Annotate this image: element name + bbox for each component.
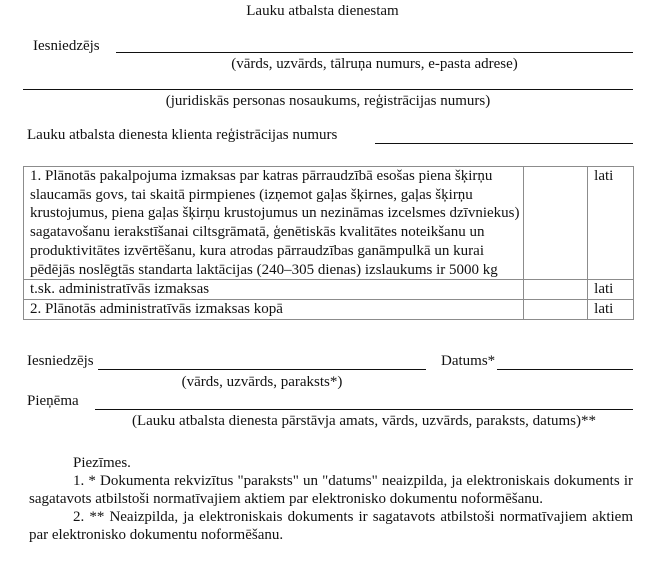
- notes-heading: Piezīmes.: [73, 455, 131, 471]
- row-value-cell[interactable]: [523, 280, 587, 300]
- row-description: t.sk. administratīvās izmaksas: [24, 280, 524, 300]
- row-description: 2. Plānotās administratīvās izmaksas kopā: [24, 299, 524, 319]
- note-item: 1. * Dokumenta rekvizītus "paraksts" un "datums" neaizpilda, ja elektroniskais dokuments ir sagatavots atbilstoši normatīvajiem aktiem par elektronisko dokumentu noformēšanu.: [29, 473, 633, 507]
- table-row: [24, 280, 634, 300]
- client-reg-field[interactable]: [375, 143, 633, 144]
- accepted-field[interactable]: [95, 409, 633, 410]
- row-unit: lati: [588, 167, 634, 280]
- cost-table: [23, 166, 634, 320]
- accepted-label: Pieņēma: [27, 393, 79, 409]
- date-field[interactable]: [497, 369, 633, 370]
- row-description: 1. Plānotās pakalpojuma izmaksas par katras pārraudzībā esošas piena šķirņu slaucamās govs, tai skaitā pirmpienes (izņemot gaļas šķirnes, gaļas šķirņu krustojumus, piena gaļas šķirņu krustojumus un nezināmas izcelsmes dzīvniekus) sagatavošanu ierakstīšanai ciltsgrāmatā, ģenētiskās kvalitātes noteikšanu un produktivitātes izvērtēšanu, kura atrodas pārraudzības ganāmpulkā un kurai pēdējās noslēgtās standarta laktācijas (240–305 dienas) izslaukums ir 5000 kg: [24, 167, 524, 280]
- row-value-cell[interactable]: [523, 299, 587, 319]
- legal-entity-hint: (juridiskās personas nosaukums, reģistrācijas numurs): [165, 93, 491, 109]
- legal-entity-field[interactable]: [23, 89, 633, 90]
- row-value-cell[interactable]: [523, 167, 587, 280]
- notes-section: [29, 454, 633, 544]
- signature-applicant-label: Iesniedzējs: [27, 353, 94, 369]
- applicant-name-hint: (vārds, uzvārds, tālruņa numurs, e-pasta adrese): [231, 56, 518, 72]
- table-row: [24, 299, 634, 319]
- table-row: [24, 167, 634, 280]
- note-item: 2. ** Neaizpilda, ja elektroniskais dokuments ir sagatavots atbilstoši normatīvajiem aktiem par elektronisko dokumentu noformēšanu.: [29, 509, 633, 543]
- client-reg-label: Lauku atbalsta dienesta klienta reģistrācijas numurs: [27, 127, 338, 143]
- applicant-name-field[interactable]: [116, 52, 633, 53]
- row-unit: lati: [588, 280, 634, 300]
- date-label: Datums*: [441, 353, 496, 369]
- signature-applicant-field[interactable]: [98, 369, 426, 370]
- row-unit: lati: [588, 299, 634, 319]
- applicant-label: Iesniedzējs: [33, 38, 100, 54]
- accepted-hint: (Lauku atbalsta dienesta pārstāvja amats, vārds, uzvārds, paraksts, datums)**: [131, 413, 597, 429]
- addressee-title: Lauku atbalsta dienestam: [246, 3, 399, 19]
- signature-applicant-hint: (vārds, uzvārds, paraksts*): [181, 374, 343, 390]
